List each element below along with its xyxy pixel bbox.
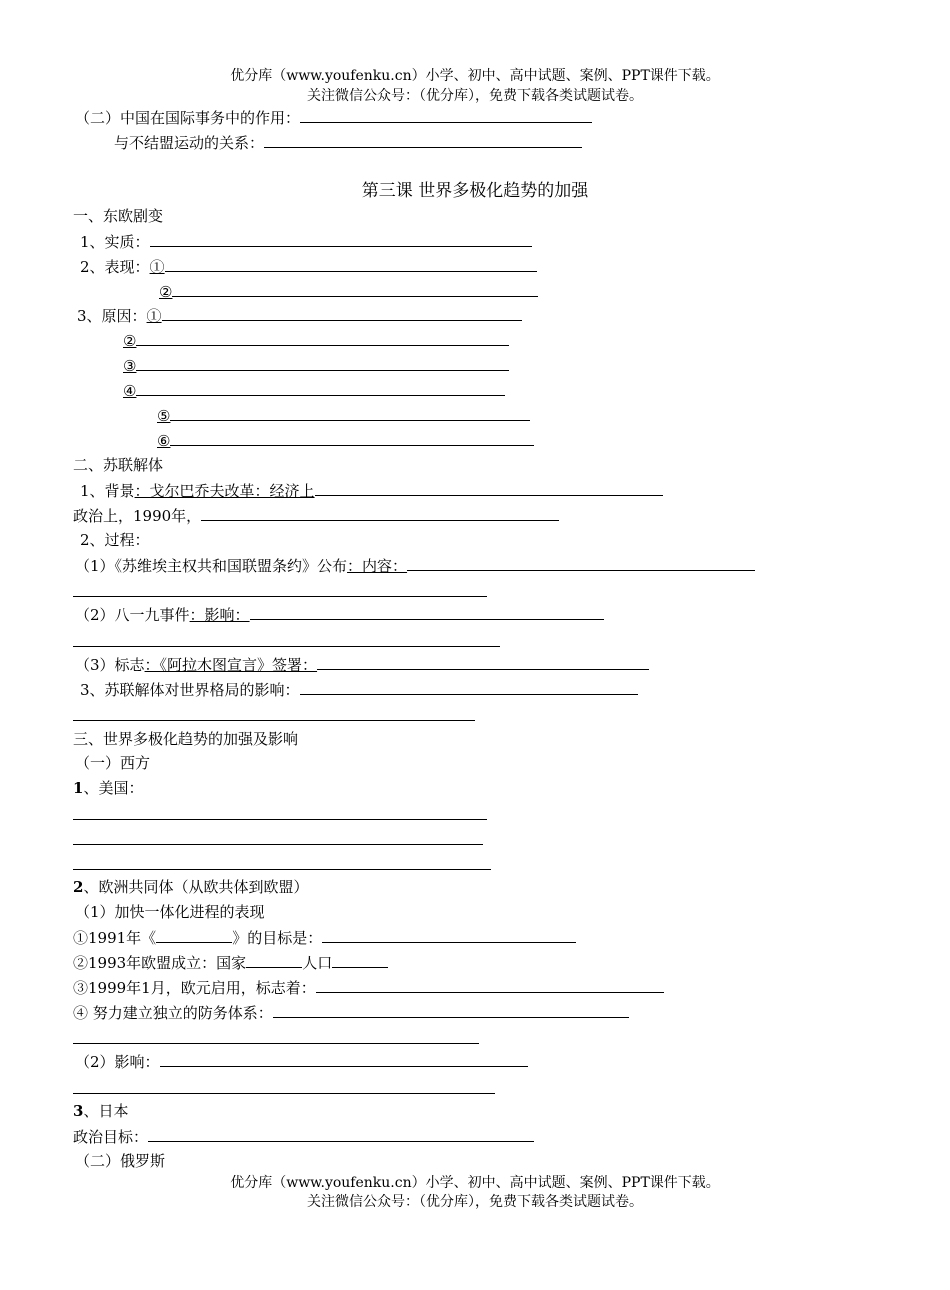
almaty-blank[interactable] (317, 654, 649, 670)
defense-label: ④ 努力建立独立的防务体系： (73, 1004, 273, 1022)
essence-blank[interactable] (150, 231, 532, 247)
mark-line (75, 654, 649, 675)
reason-line-4 (123, 380, 505, 401)
coup-impact-label: ：影响： (189, 606, 250, 624)
section3-heading: 三、世界多极化趋势的加强及影响 (73, 730, 299, 748)
euro-blank[interactable] (316, 977, 664, 993)
eu-label: 、欧洲共同体（从欧共体到欧盟） (83, 878, 309, 896)
eu-line (73, 877, 308, 897)
population-blank[interactable] (332, 952, 388, 968)
defense-line (73, 1002, 629, 1023)
china-role-blank[interactable] (300, 107, 592, 123)
reason-circle-3: ③ (123, 357, 137, 375)
reason-line-5 (157, 405, 530, 426)
performance-blank-2[interactable] (172, 281, 538, 297)
reason-blank-2[interactable] (136, 330, 509, 346)
economy-blank[interactable] (315, 480, 663, 496)
essence-line (80, 231, 532, 252)
eu-1999-line (73, 977, 664, 998)
nam-relation-line (114, 132, 582, 153)
treaty-goal-blank[interactable] (322, 927, 576, 943)
china-role-line (75, 107, 592, 128)
essence-label: 1、实质： (80, 233, 150, 251)
eu-impact-label: （2）影响： (75, 1053, 160, 1071)
reason-circle-4: ④ (123, 382, 137, 400)
countries-blank[interactable] (246, 952, 302, 968)
coup-line (75, 604, 604, 625)
russia-heading: （二）俄罗斯 (75, 1152, 166, 1170)
eu-1991-goal-label: 》的目标是： (232, 929, 323, 947)
politics-blank[interactable] (201, 505, 559, 521)
performance-line (80, 256, 537, 277)
politics-line (73, 505, 559, 526)
treaty-blank-continued[interactable] (73, 596, 487, 597)
population-label: 人口 (302, 954, 333, 972)
treaty-blank[interactable] (407, 555, 755, 571)
eu-1993-line (73, 952, 388, 973)
soviet-impact-label: 3、苏联解体对世界格局的影响： (80, 681, 300, 699)
header-line-2: 关注微信公众号：（优分库），免费下载各类试题试卷。 (307, 88, 643, 104)
mark-label: （3）标志 (75, 656, 145, 674)
usa-blank-3[interactable] (73, 869, 491, 870)
treaty-name-blank[interactable] (156, 927, 232, 943)
soviet-impact-blank-continued[interactable] (73, 720, 475, 721)
treaty-content-label: ：内容： (347, 557, 408, 575)
reason-circle-1: ① (146, 307, 162, 325)
performance-circle-1: ① (149, 258, 165, 276)
reason-blank-3[interactable] (136, 355, 509, 371)
eu-1999-label: ③1999年1月，欧元启用，标志着： (73, 979, 316, 997)
reason-circle-5: ⑤ (157, 407, 171, 425)
japan-line (73, 1101, 128, 1121)
japan-label: 、日本 (83, 1102, 129, 1120)
coup-label: （2）八一九事件 (75, 606, 190, 624)
usa-number: 1 (73, 779, 84, 797)
nam-relation-blank[interactable] (264, 132, 582, 148)
usa-blank-1[interactable] (73, 819, 487, 820)
reason-line-3 (123, 355, 509, 376)
reason-blank-1[interactable] (162, 305, 522, 321)
coup-blank[interactable] (250, 604, 604, 620)
performance-line-2 (159, 281, 538, 302)
almaty-label: ：《阿拉木图宣言》签署： (144, 656, 318, 674)
performance-label: 2、表现： (80, 258, 150, 276)
eu-1993-label: ②1993年欧盟成立：国家 (73, 954, 247, 972)
header-line-1: 优分库（www.youfenku.cn）小学、初中、高中试题、案例、PPT课件下载。 (230, 68, 720, 84)
treaty-label: （1）《苏维埃主权共和国联盟条约》公布 (75, 557, 348, 575)
lesson-title: 第三课 世界多极化趋势的加强 (361, 181, 589, 201)
performance-circle-2: ② (159, 283, 173, 301)
background-underlined: ：戈尔巴乔夫改革：经济上 (134, 482, 315, 500)
reason-blank-6[interactable] (170, 430, 534, 446)
politics-label: 政治上，1990年， (73, 507, 202, 525)
reasons-line (77, 305, 522, 326)
china-role-label: （二）中国在国际事务中的作用： (75, 109, 301, 127)
reason-line-6 (157, 430, 534, 451)
eu-1991-label: ①1991年《 (73, 929, 157, 947)
defense-blank[interactable] (273, 1002, 629, 1018)
footer-line-2: 关注微信公众号：（优分库），免费下载各类试题试卷。 (307, 1194, 643, 1210)
process-heading: 2、过程： (80, 531, 150, 549)
reasons-label: 3、原因： (77, 307, 147, 325)
nam-relation-label: 与不结盟运动的关系： (114, 134, 265, 152)
japan-number: 3 (73, 1102, 84, 1120)
background-line (80, 480, 663, 501)
japan-goal-blank[interactable] (148, 1126, 534, 1142)
defense-blank-continued[interactable] (73, 1043, 479, 1044)
eu-impact-blank[interactable] (160, 1051, 528, 1067)
performance-blank-1[interactable] (165, 256, 537, 272)
eu-number: 2 (73, 878, 84, 896)
eu-1991-line (73, 927, 576, 948)
section1-heading: 一、东欧剧变 (73, 207, 164, 225)
background-label: 1、背景 (80, 482, 135, 500)
treaty-line (75, 555, 755, 576)
reason-line-2 (123, 330, 509, 351)
soviet-impact-line (80, 679, 638, 700)
eu-integration-heading: （1）加快一体化进程的表现 (75, 903, 265, 921)
usa-blank-2[interactable] (73, 844, 483, 845)
west-heading: （一）西方 (75, 754, 151, 772)
footer-line-1: 优分库（www.youfenku.cn）小学、初中、高中试题、案例、PPT课件下载。 (230, 1175, 720, 1191)
reason-circle-6: ⑥ (157, 432, 171, 450)
reason-blank-5[interactable] (170, 405, 530, 421)
reason-blank-4[interactable] (136, 380, 505, 396)
eu-impact-line (75, 1051, 528, 1072)
soviet-impact-blank[interactable] (300, 679, 638, 695)
japan-goal-line (73, 1126, 534, 1147)
section2-heading: 二、苏联解体 (73, 456, 164, 474)
coup-blank-continued[interactable] (73, 646, 500, 647)
reason-circle-2: ② (123, 332, 137, 350)
japan-goal-label: 政治目标： (73, 1128, 149, 1146)
usa-label: 、美国： (83, 779, 144, 797)
eu-impact-blank-continued[interactable] (73, 1093, 495, 1094)
usa-line (73, 778, 143, 798)
